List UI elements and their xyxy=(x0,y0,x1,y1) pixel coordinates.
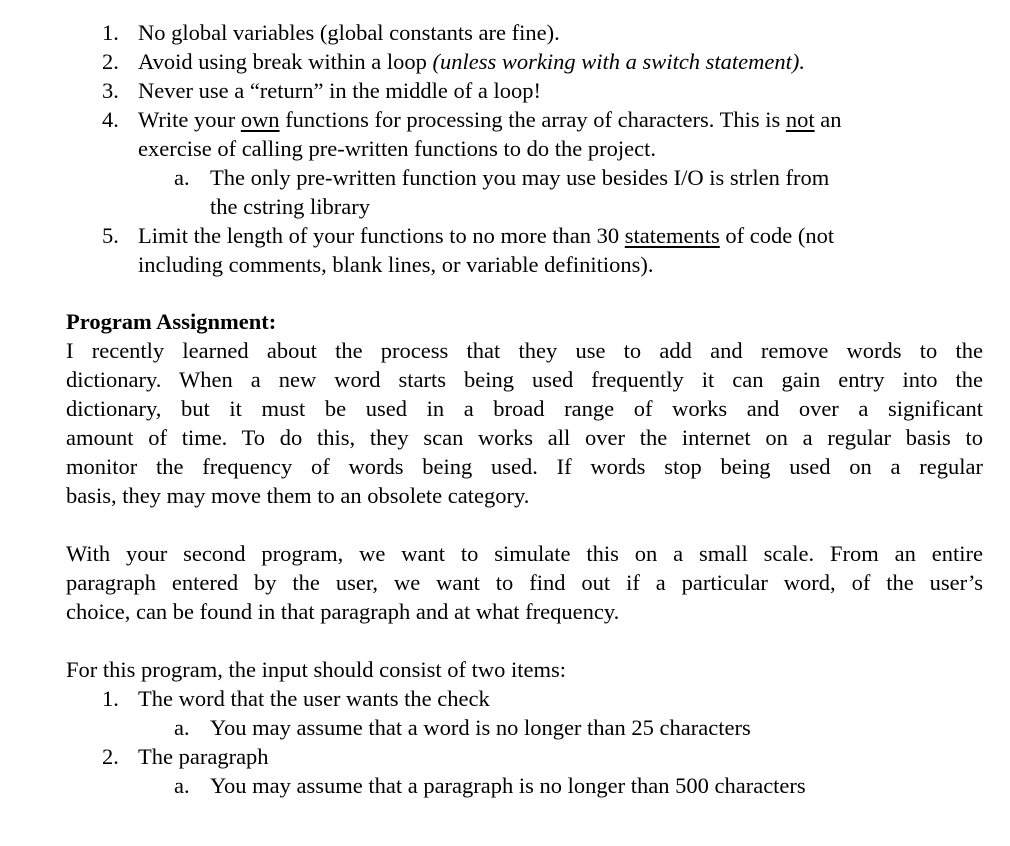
sub-letter: a. xyxy=(174,165,190,190)
rule-text: Write your own functions for processing the array of characters. This is not an xyxy=(138,107,842,132)
paragraph-line: I recently learned about the process that they use to add and remove words to the xyxy=(66,338,983,363)
paragraph-line: amount of time. To do this, they scan works all over the internet on a regular basis to xyxy=(66,425,983,450)
rule-text: No global variables (global constants are fine). xyxy=(138,20,560,45)
input-sub-letter: a. xyxy=(174,715,190,740)
paragraph-line: basis, they may move them to an obsolete category. xyxy=(66,483,530,508)
rule-italic-note: (unless working with a switch statement). xyxy=(432,49,806,74)
rule-text: Never use a “return” in the middle of a loop! xyxy=(138,78,541,103)
sub-rule-text-continued: the cstring library xyxy=(210,194,370,219)
rule-number: 3. xyxy=(102,78,119,103)
paragraph-line: dictionary, but it must be used in a broad range of works and over a significant xyxy=(66,396,983,421)
paragraph-line: choice, can be found in that paragraph and at what frequency. xyxy=(66,599,620,624)
input-item-text: The paragraph xyxy=(138,744,269,769)
input-sub-text: You may assume that a paragraph is no longer than 500 characters xyxy=(210,773,806,798)
input-item-number: 2. xyxy=(102,744,119,769)
paragraph-line: monitor the frequency of words being used. If words stop being used on a regular xyxy=(66,454,983,479)
paragraph-line: dictionary. When a new word starts being used frequently it can gain entry into the xyxy=(66,367,983,392)
sub-rule-text: The only pre-written function you may use besides I/O is strlen from xyxy=(210,165,830,190)
rule-number: 2. xyxy=(102,49,119,74)
input-intro: For this program, the input should consist of two items: xyxy=(66,657,566,682)
underlined-word: statements xyxy=(624,223,720,248)
input-sub-text: You may assume that a word is no longer than 25 characters xyxy=(210,715,751,740)
rule-number: 1. xyxy=(102,20,119,45)
paragraph-line: paragraph entered by the user, we want to find out if a particular word, of the user’s xyxy=(66,570,983,595)
underlined-word: own xyxy=(240,107,280,132)
underlined-word: not xyxy=(785,107,815,132)
input-sub-letter: a. xyxy=(174,773,190,798)
section-heading: Program Assignment: xyxy=(66,309,277,334)
rule-text-continued: including comments, blank lines, or variable definitions). xyxy=(138,252,654,277)
paragraph-line: With your second program, we want to simulate this on a small scale. From an entire xyxy=(66,541,983,566)
rule-number: 5. xyxy=(102,223,119,248)
rule-text: Avoid using break within a loop (unless working with a switch statement). xyxy=(138,49,806,74)
rule-text: Limit the length of your functions to no more than 30 statements of code (not xyxy=(138,223,835,248)
input-item-text: The word that the user wants the check xyxy=(138,686,490,711)
input-item-number: 1. xyxy=(102,686,119,711)
rule-text-continued: exercise of calling pre-written functions to do the project. xyxy=(138,136,656,161)
rule-number: 4. xyxy=(102,107,119,132)
